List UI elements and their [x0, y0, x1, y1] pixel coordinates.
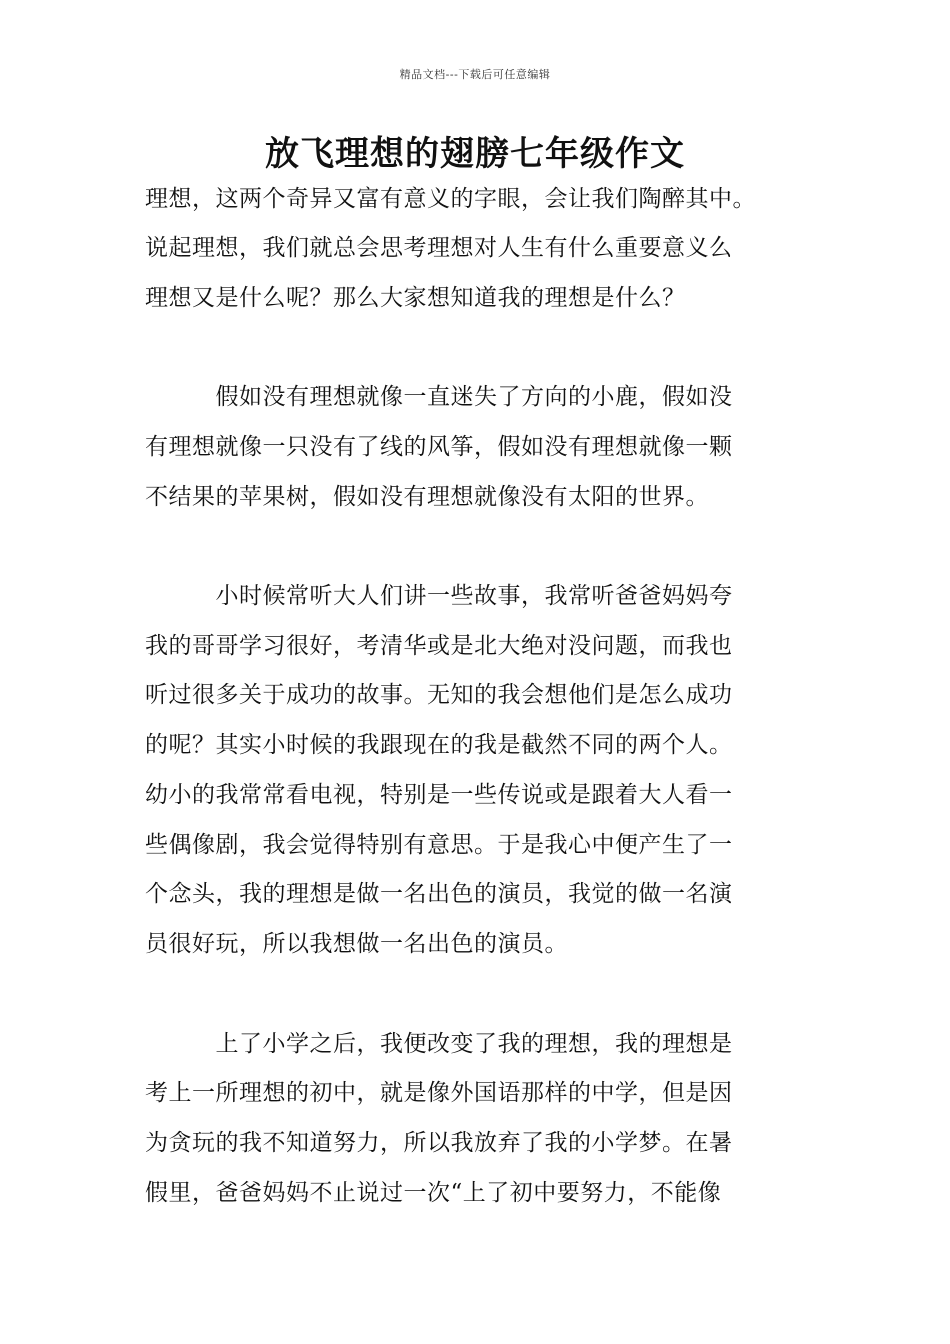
text-line: 理想又是什么呢？那么大家想知道我的理想是什么？: [145, 285, 686, 311]
text-line: 理想，这两个奇异又富有意义的字眼，会让我们陶醉其中。: [145, 186, 756, 212]
text-line: 有理想就像一只没有了线的风筝，假如没有理想就像一颗: [145, 434, 733, 460]
text-line: 听过很多关于成功的故事。无知的我会想他们是怎么成功: [145, 682, 733, 708]
text-line: 个念头，我的理想是做一名出色的演员，我觉的做一名演: [145, 881, 733, 907]
essay-title: 放飞理想的翅膀七年级作文: [265, 134, 685, 174]
text-line: 幼小的我常常看电视，特别是一些传说或是跟着大人看一: [145, 782, 733, 808]
text-line: 考上一所理想的初中，就是像外国语那样的中学，但是因: [145, 1080, 733, 1106]
text-line: 不结果的苹果树，假如没有理想就像没有太阳的世界。: [145, 484, 709, 510]
text-line: 员很好玩，所以我想做一名出色的演员。: [145, 931, 568, 957]
text-line: 说起理想，我们就总会思考理想对人生有什么重要意义么: [145, 235, 733, 261]
text-line: 小时候常听大人们讲一些故事，我常听爸爸妈妈夸: [145, 583, 733, 609]
text-line: 的呢？其实小时候的我跟现在的我是截然不同的两个人。: [145, 732, 733, 758]
text-line: 我的哥哥学习很好，考清华或是北大绝对没问题，而我也: [145, 633, 733, 659]
text-line: 假里，爸爸妈妈不止说过一次“上了初中要努力，不能像: [145, 1180, 722, 1206]
page-header: 精品文档---下载后可任意编辑: [399, 68, 551, 81]
text-line: 为贪玩的我不知道努力，所以我放弃了我的小学梦。在暑: [145, 1130, 733, 1156]
text-line: 上了小学之后，我便改变了我的理想，我的理想是: [145, 1031, 733, 1057]
text-line: 假如没有理想就像一直迷失了方向的小鹿，假如没: [145, 384, 733, 410]
text-line: 些偶像剧，我会觉得特别有意思。于是我心中便产生了一: [145, 832, 733, 858]
